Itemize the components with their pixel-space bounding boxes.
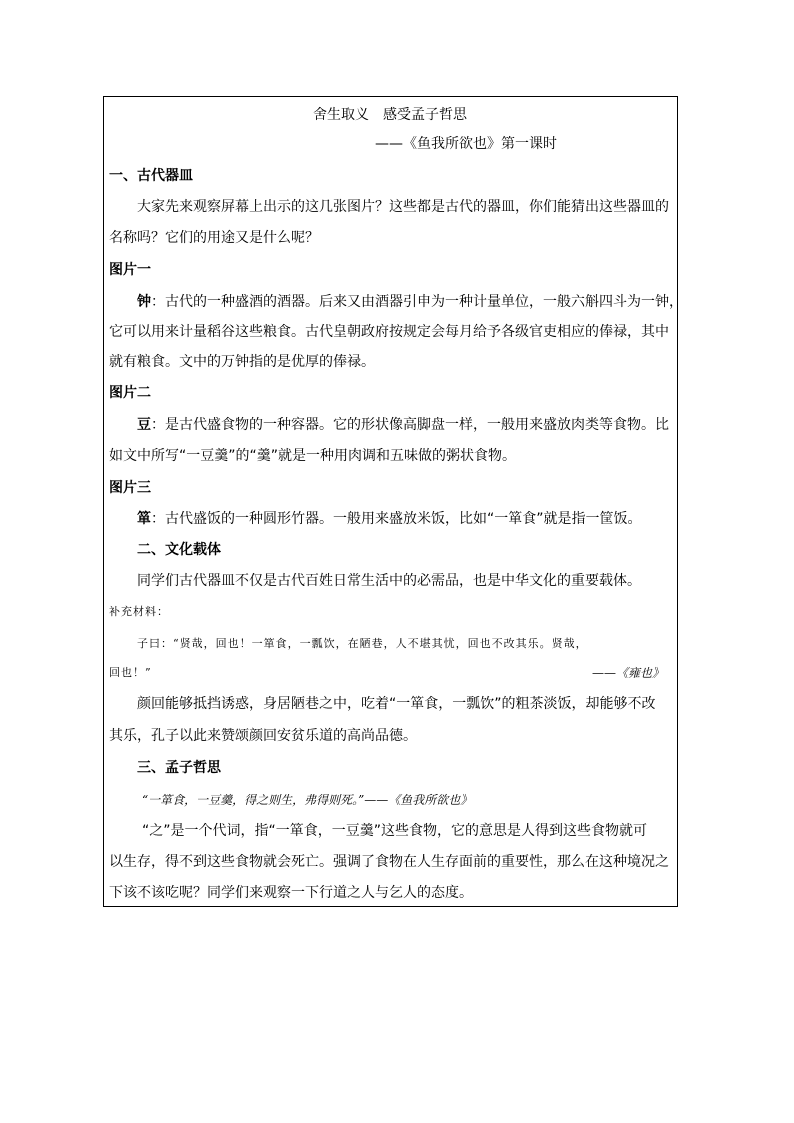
zhong-line-1-text: ：古代的一种盛酒的酒器。后来又由酒器引申为一种计量单位，一般六斛四斗为一钟，	[151, 294, 683, 310]
picture-2-heading: 图片二	[109, 385, 151, 401]
zhong-line-1	[137, 292, 683, 312]
picture-3-heading: 图片三	[109, 480, 151, 496]
s2-line-1: 同学们古代器皿不仅是古代百姓日常生活中的必需品，也是中华文化的重要载体。	[137, 573, 641, 589]
term-zhong: 钟	[137, 294, 151, 310]
dou-line-1-text: ：是古代盛食物的一种容器。它的形状像高脚盘一样，一般用来盛放肉类等食物。比	[151, 417, 669, 433]
zhong-line-3: 就有粮食。文中的万钟指的是优厚的俸禄。	[109, 354, 375, 370]
s3-line-2: 以生存，得不到这些食物就会死亡。强调了食物在人生存面前的重要性，那么在这种境况之	[109, 854, 669, 870]
term-dan: 箪	[137, 511, 151, 527]
zhong-line-2: 它可以用来计量稻谷这些粮食。古代皇朝政府按规定会每月给予各级官吏相应的俸禄，其中	[109, 324, 669, 340]
page-title: 舍生取义 感受孟子哲思	[313, 107, 467, 123]
s3-line-1: “之”是一个代词，指“一箪食，一豆羹”这些食物，它的意思是人得到这些食物就可	[142, 823, 648, 839]
mencius-quote: “一箪食，一豆羹，得之则生，弗得则死。”——《鱼我所欲也》	[142, 793, 473, 807]
s1-intro-line-1: 大家先来观察屏幕上出示的这几张图片？这些都是古代的器皿，你们能猜出这些器皿的	[137, 199, 669, 215]
dan-line-1-text: ：古代盛饭的一种圆形竹器。一般用来盛放米饭，比如“一箪食”就是指一筐饭。	[151, 511, 642, 527]
supplementary-label: 补充材料：	[109, 605, 169, 618]
page-subtitle: ——《鱼我所欲也》第一课时	[375, 136, 557, 152]
lesson-plan-frame	[103, 96, 678, 907]
section-2-heading: 二、文化载体	[137, 542, 221, 558]
dan-line-1	[137, 509, 642, 529]
dou-line-1	[137, 415, 669, 435]
picture-1-heading: 图片一	[109, 262, 151, 278]
analects-quote-source: ——《雍也》	[592, 666, 665, 680]
section-1-heading: 一、古代器皿	[109, 168, 193, 184]
s3-line-3: 下该不该吃呢？同学们来观察一下行道之人与乞人的态度。	[109, 885, 473, 901]
analects-quote-line-2: 回也！”	[109, 666, 152, 679]
section-3-heading: 三、孟子哲思	[137, 760, 221, 776]
s2-line-2: 颜回能够抵挡诱惑，身居陋巷之中，吃着“一箪食，一瓢饮”的粗茶淡饭，却能够不改	[137, 696, 656, 712]
dou-line-2: 如文中所写“一豆羹”的“羹”就是一种用肉调和五味做的粥状食物。	[109, 448, 517, 464]
analects-quote-line-1: 子曰：“贤哉，回也！一箪食，一瓢饮，在陋巷，人不堪其忧，回也不改其乐。贤哉，	[137, 637, 588, 650]
s1-intro-line-2: 名称吗？它们的用途又是什么呢？	[109, 230, 319, 246]
s2-line-3: 其乐，孔子以此来赞颂颜回安贫乐道的高尚品德。	[109, 728, 417, 744]
term-dou: 豆	[137, 417, 151, 433]
